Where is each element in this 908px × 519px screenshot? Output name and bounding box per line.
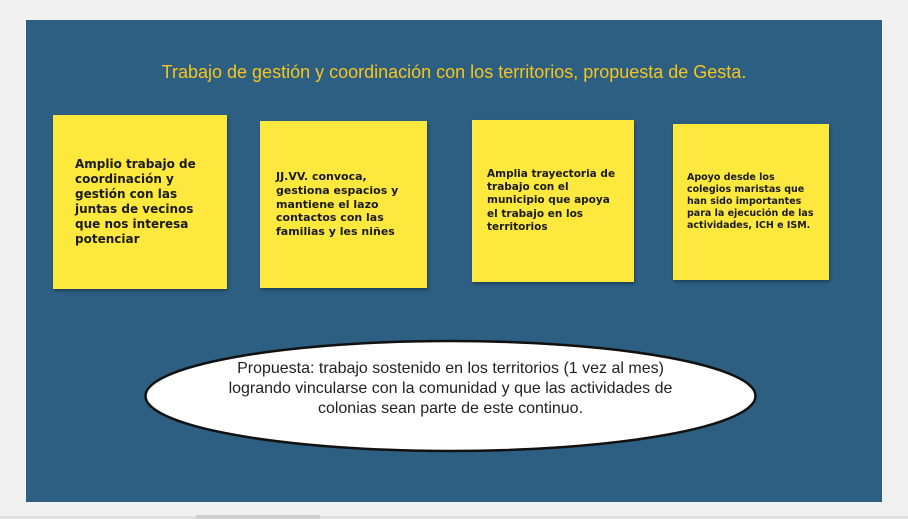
sticky-note-text: Amplio trabajo de coordinación y gestión con las juntas de vecinos que nos interesa potenciar — [75, 157, 196, 246]
sticky-note-juntas-vecinos[interactable] — [53, 115, 227, 289]
proposal-ellipse[interactable] — [143, 338, 758, 454]
sticky-note-municipio[interactable] — [472, 120, 634, 282]
proposal-text: Propuesta: trabajo sostenido en los territorios (1 vez al mes) logrando vincularse con la comunidad y que las actividades de colonias sean parte de este continuo. — [228, 360, 673, 417]
slide-title: Trabajo de gestión y coordinación con los territorios, propuesta de Gesta. — [161, 62, 747, 82]
slide-canvas — [26, 20, 882, 502]
scroll-thumb[interactable] — [196, 515, 320, 519]
sticky-note-colegios[interactable] — [673, 124, 829, 280]
sticky-note-text: JJ.VV. convoca, gestiona espacios y mantiene el lazo contactos con las familias y les niñes — [276, 170, 399, 239]
sticky-note-text: Amplia trayectoria de trabajo con el municipio que apoya el trabajo en los territorios — [487, 168, 616, 233]
sticky-note-text: Apoyo desde los colegios maristas que han sido importantes para la ejecución de las actividades, ICH e ISM. — [687, 172, 814, 231]
sticky-note-jjvv[interactable] — [260, 121, 427, 288]
